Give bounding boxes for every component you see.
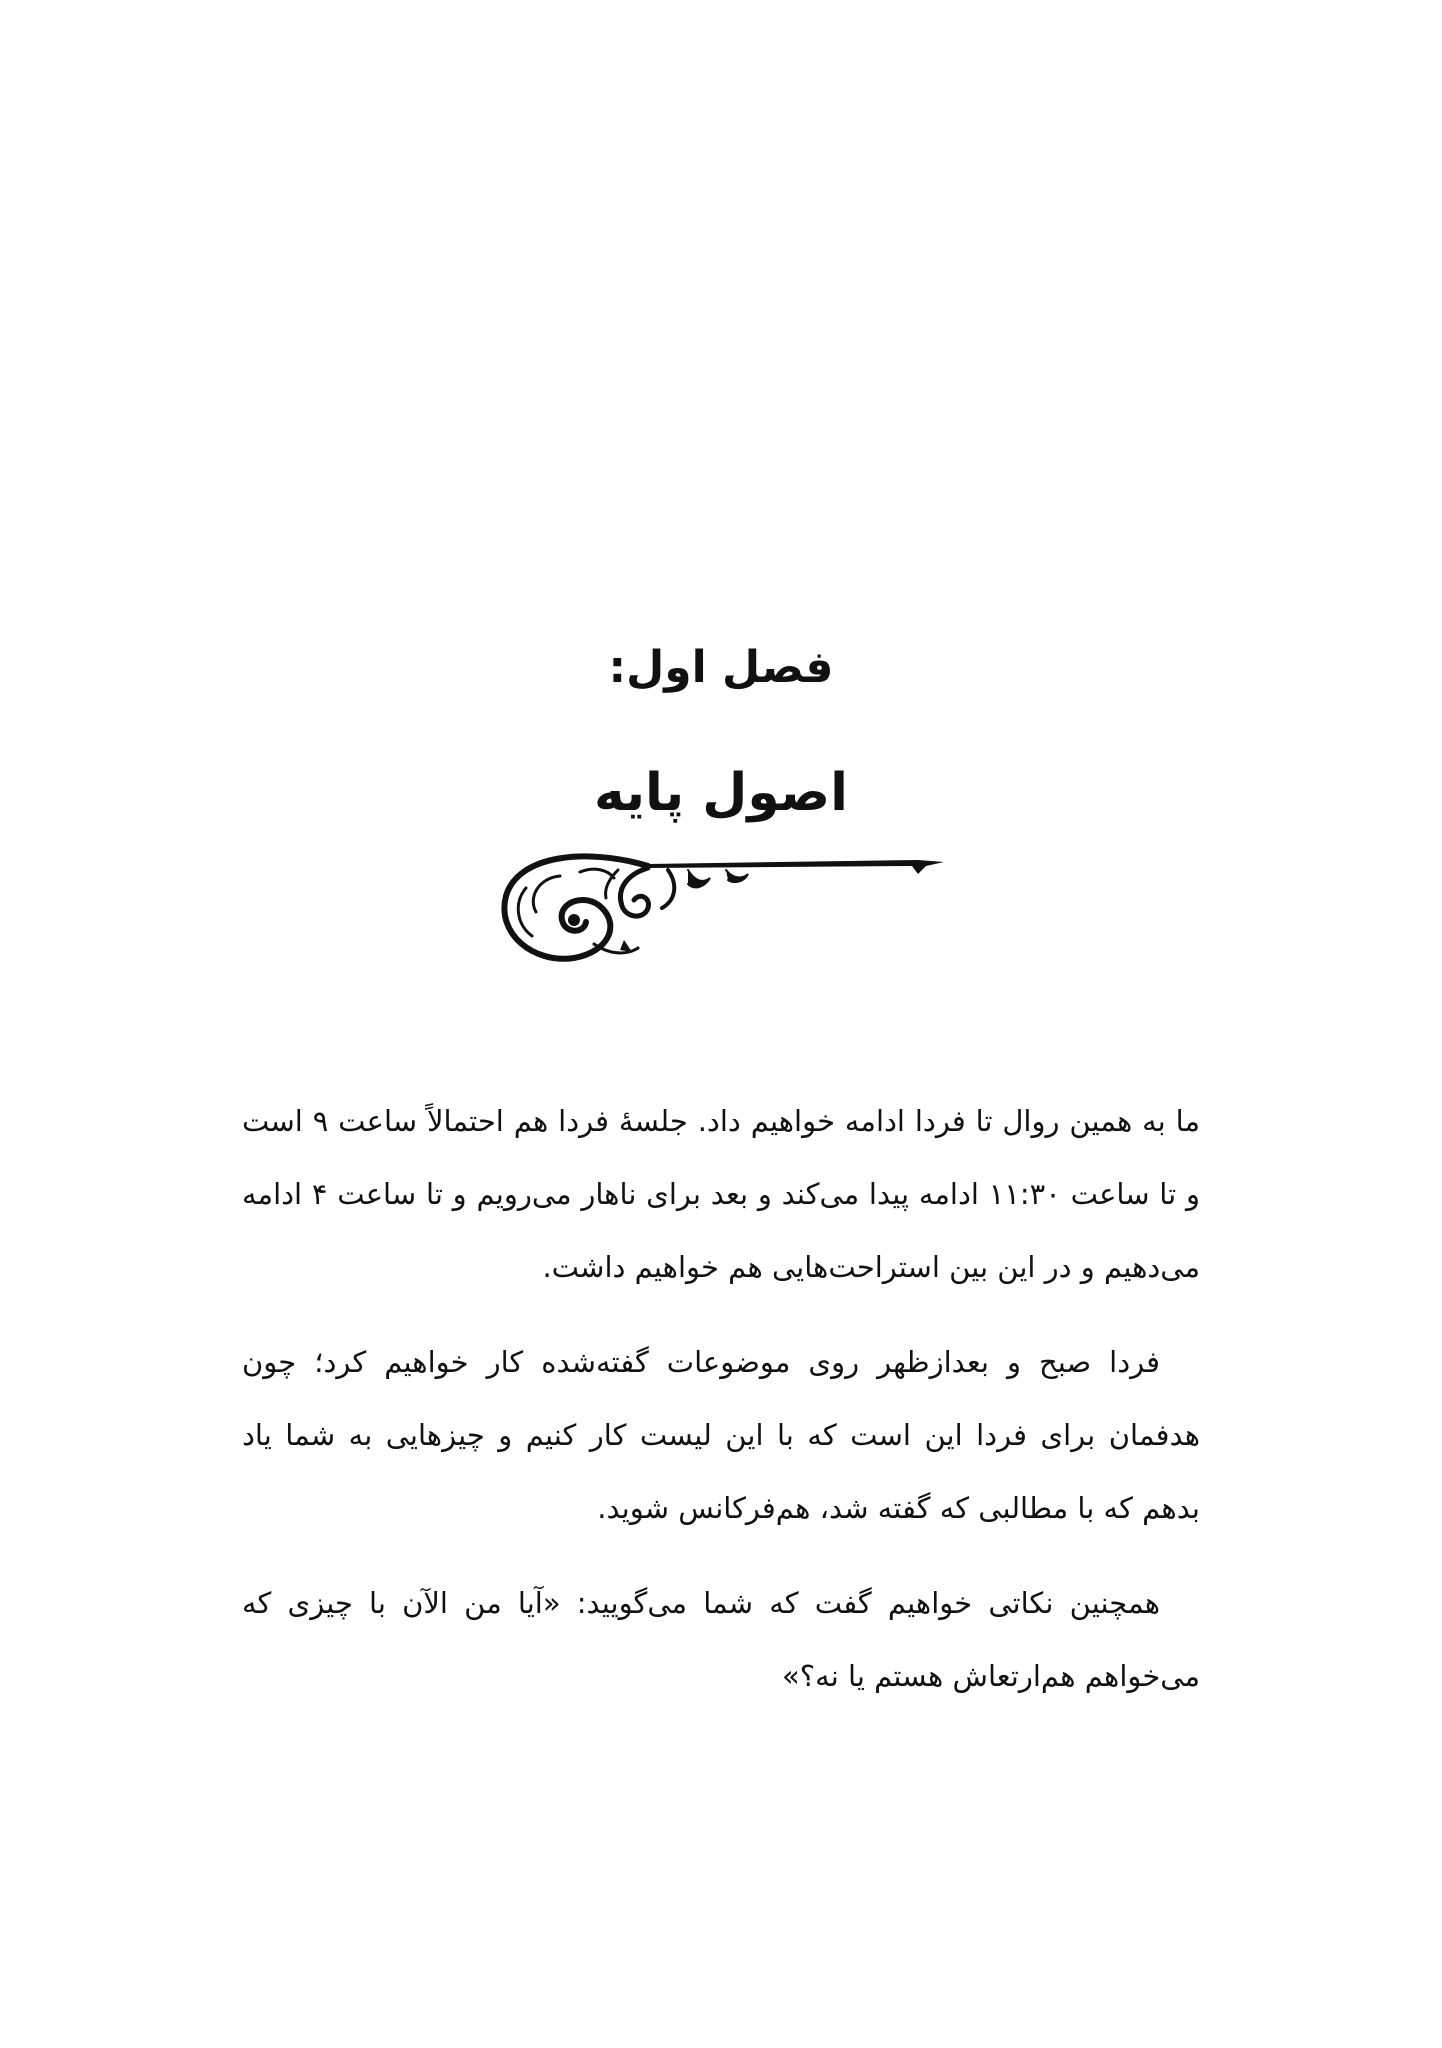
paragraph-1: ما به همین روال تا فردا ادامه خواهیم داد. جلسهٔ فردا هم احتمالاً ساعت ۹ است و تا ساعت ۱۱:۳۰ ادامه پیدا می‌کند و بعد برای ناهار می‌رویم و تا ساعت ۴ ادامه می‌دهیم و در این بین استراحت‌هایی هم خواهیم داشت. <box>242 1104 1201 1284</box>
decorative-scroll-divider-icon <box>498 848 944 966</box>
paragraph-3: همچنین نکاتی خواهیم گفت که شما می‌گویید: «آیا من الآن با چیزی که می‌خواهم هم‌ارتعاش هستم یا نه؟» <box>242 1586 1200 1693</box>
chapter-title: اصول پایه <box>593 763 848 823</box>
chapter-label: فصل اول: <box>608 642 834 693</box>
paragraph-2: فردا صبح و بعدازظهر روی موضوعات گفته‌شده کار خواهیم کرد؛ چون هدفمان برای فردا این است که با این لیست کار کنیم و چیزهایی به شما یاد بدهم که با مطالبی که گفته شد، هم‌فرکانس شوید. <box>242 1345 1200 1525</box>
body-text <box>242 1085 1200 1735</box>
